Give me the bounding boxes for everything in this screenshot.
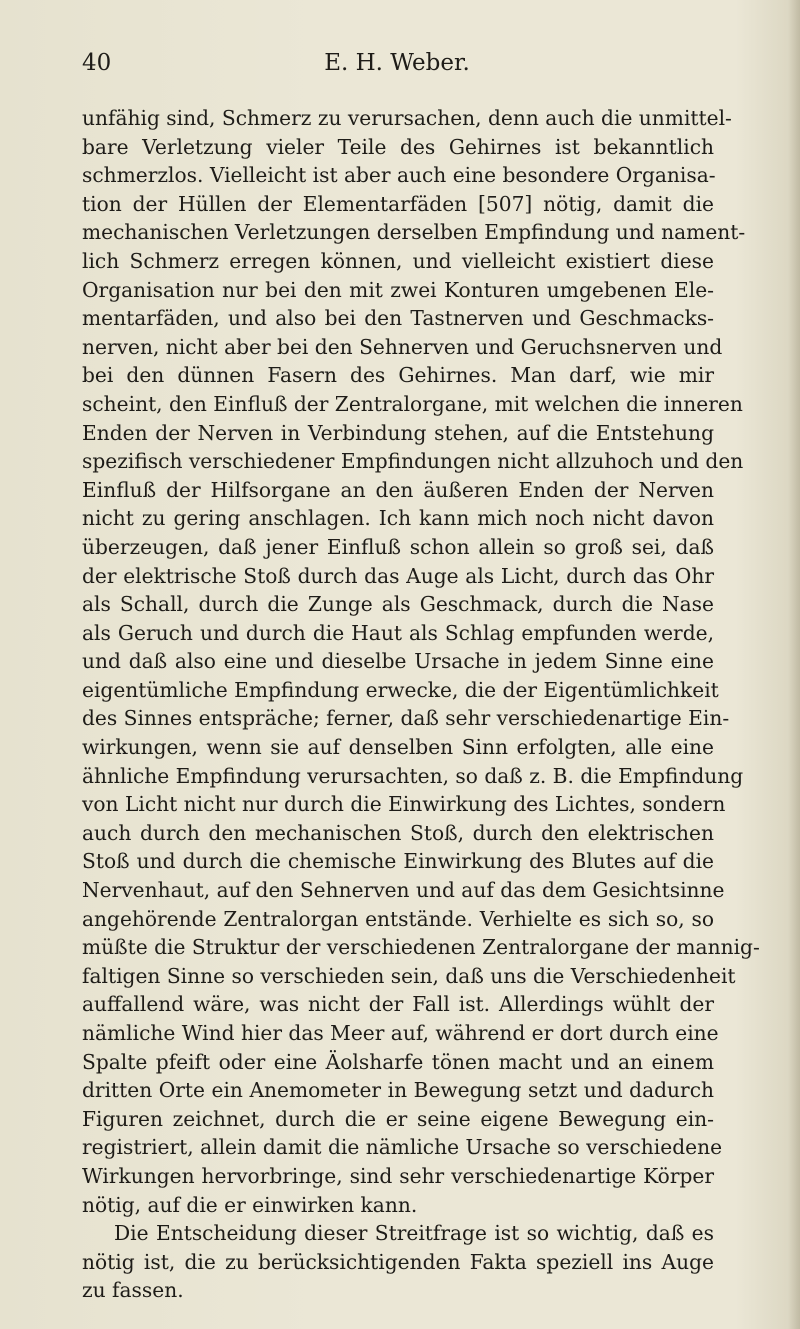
text-line: nerven, nicht aber bei den Sehnerven und Geruchsnerven und bbox=[82, 334, 723, 359]
text-line: schmerzlos. Vielleicht ist aber auch eine besondere Organisa- bbox=[82, 163, 716, 188]
text-line: nämliche Wind hier das Meer auf, während er dort durch eine bbox=[82, 1021, 719, 1045]
text-line: als Geruch und durch die Haut als Schlag empfunden werde, bbox=[82, 620, 714, 645]
running-title: E. H. Weber. bbox=[324, 50, 470, 76]
text-line: faltigen Sinne so verschieden sein, daß uns die Verschiedenheit bbox=[82, 963, 736, 988]
text-line: lich Schmerz erregen können, und vielleicht existiert diese bbox=[82, 248, 714, 273]
text-line: Enden der Nerven in Verbindung stehen, auf die Entstehung bbox=[82, 420, 714, 445]
text-line: von Licht nicht nur durch die Einwirkung des Lichtes, sondern bbox=[82, 792, 726, 817]
text-line: mentarfäden, und also bei den Tastnerven und Geschmacks- bbox=[82, 306, 714, 331]
text-line: angehörende Zentralorgan entstände. Verhielte es sich so, so bbox=[82, 906, 714, 931]
text-line: auffallend wäre, was nicht der Fall ist. Allerdings wühlt der bbox=[82, 992, 714, 1017]
text-line: der elektrische Stoß durch das Auge als Licht, durch das Ohr bbox=[82, 563, 714, 588]
text-line: mechanischen Verletzungen derselben Empfindung und nament- bbox=[82, 220, 746, 245]
text-line: scheint, den Einfluß der Zentralorgane, mit welchen die inneren bbox=[82, 391, 743, 416]
text-line: bei den dünnen Fasern des Gehirnes. Man darf, wie mir bbox=[82, 363, 714, 388]
text-line: nötig ist, die zu berücksichtigenden Fakta speziell ins Auge bbox=[82, 1249, 714, 1274]
text-line: unfähig sind, Schmerz zu verursachen, denn auch die unmittel- bbox=[82, 106, 732, 130]
text-line: tion der Hüllen der Elementarfäden [507] nötig, damit die bbox=[82, 191, 714, 216]
text-line: Wirkungen hervorbringe, sind sehr verschiedenartige Körper bbox=[82, 1163, 714, 1188]
text-line: Organisation nur bei den mit zwei Konturen umgebenen Ele- bbox=[82, 277, 714, 302]
text-line: nicht zu gering anschlagen. Ich kann mich noch nicht davon bbox=[82, 506, 714, 531]
text-line: Die Entscheidung dieser Streitfrage ist so wichtig, daß es bbox=[114, 1221, 714, 1246]
text-line: ähnliche Empfindung verursachten, so daß z. B. die Empfindung bbox=[82, 763, 744, 788]
page-number: 40 bbox=[82, 50, 112, 76]
text-line: überzeugen, daß jener Einfluß schon allein so groß sei, daß bbox=[82, 534, 714, 559]
text-line: Spalte pfeift oder eine Äolsharfe tönen macht und an einem bbox=[82, 1049, 714, 1074]
text-line: wirkungen, wenn sie auf denselben Sinn erfolgten, alle eine bbox=[82, 735, 714, 760]
text-line: registriert, allein damit die nämliche Ursache so verschiedene bbox=[82, 1135, 723, 1160]
text-line: spezifisch verschiedener Empfindungen nicht allzuhoch und den bbox=[82, 449, 744, 474]
text-line: bare Verletzung vieler Teile des Gehirnes ist bekanntlich bbox=[82, 134, 714, 159]
body-text bbox=[82, 104, 760, 1305]
text-line: Stoß und durch die chemische Einwirkung des Blutes auf die bbox=[82, 849, 714, 874]
text-line: Einfluß der Hilfsorgane an den äußeren Enden der Nerven bbox=[82, 477, 714, 502]
text-line: des Sinnes entspräche; ferner, daß sehr verschiedenartige Ein- bbox=[82, 706, 730, 731]
text-line: Nervenhaut, auf den Sehnerven und auf das dem Gesichtsinne bbox=[82, 878, 725, 903]
text-line: Figuren zeichnet, durch die er seine eigene Bewegung ein- bbox=[82, 1106, 714, 1131]
text-line: als Schall, durch die Zunge als Geschmack, durch die Nase bbox=[82, 592, 714, 617]
text-line: eigentümliche Empfindung erwecke, die der Eigentümlichkeit bbox=[82, 677, 719, 702]
text-line: müßte die Struktur der verschiedenen Zentralorgane der mannig- bbox=[82, 935, 760, 960]
text-line: dritten Orte ein Anemometer in Bewegung setzt und dadurch bbox=[82, 1078, 714, 1103]
page-header bbox=[82, 50, 712, 84]
page-edge-shadow bbox=[788, 0, 800, 1329]
text-line: zu fassen. bbox=[82, 1278, 184, 1303]
text-line: nötig, auf die er einwirken kann. bbox=[82, 1192, 418, 1217]
text-line: und daß also eine und dieselbe Ursache in jedem Sinne eine bbox=[82, 649, 714, 674]
text-line: auch durch den mechanischen Stoß, durch den elektrischen bbox=[82, 820, 714, 845]
